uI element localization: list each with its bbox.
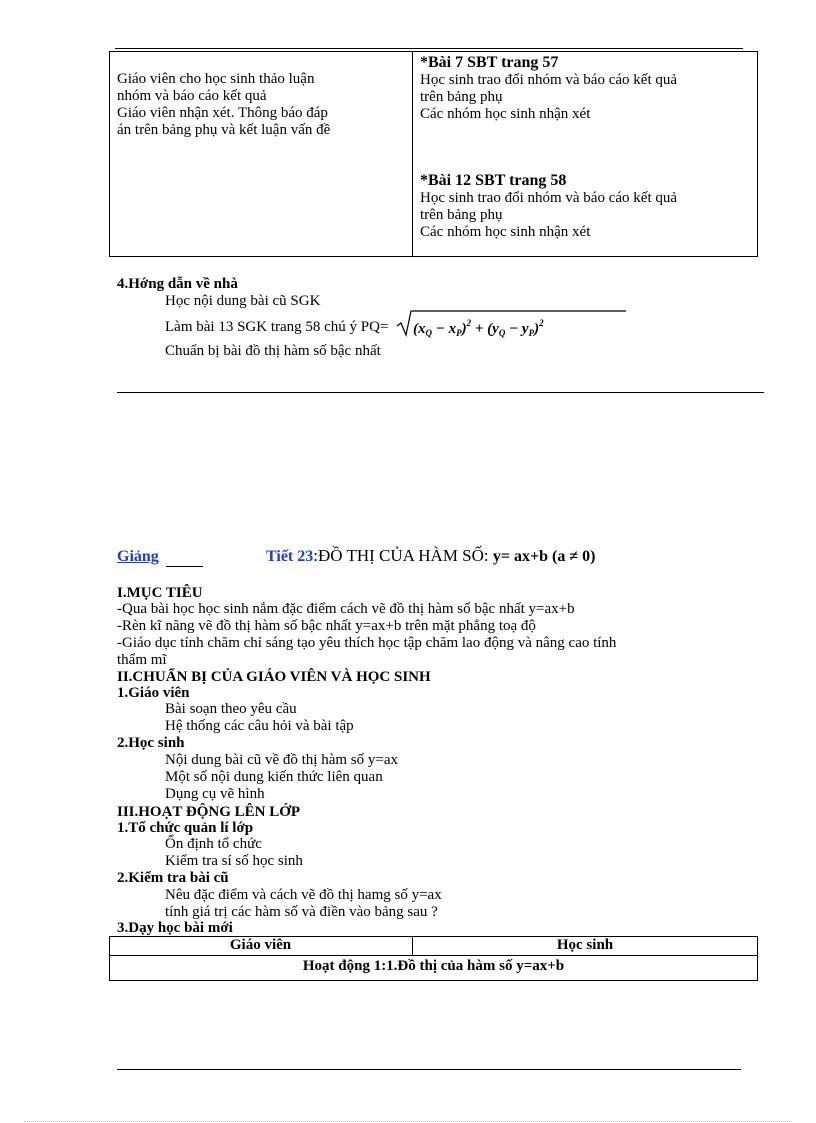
homework-heading: 4.Hớng dẫn về nhà — [117, 276, 238, 292]
list-item: Nội dung bài cũ về đồ thị hàm số y=ax — [165, 752, 399, 768]
student-line: trên bảng phụ — [420, 89, 503, 105]
homework-line: Học nội dung bài cũ SGK — [165, 293, 321, 309]
lesson-title-text: :ĐỒ THỊ CỦA HÀM SỐ: — [313, 546, 493, 565]
subsection-heading: 1.Giáo viên — [117, 685, 190, 701]
subsection-heading: 1.Tổ chức quản lí lớp — [117, 820, 254, 836]
var-x: x — [448, 321, 457, 337]
list-item: Bài soạn theo yêu cầu — [165, 701, 297, 717]
exercise-title: *Bài 12 SBT trang 58 — [420, 172, 567, 189]
lesson-table-row-rule — [109, 955, 758, 956]
section-rule — [117, 392, 764, 393]
formula-body — [413, 315, 544, 342]
paren: ) — [461, 321, 467, 337]
minus-sign: − — [435, 321, 445, 337]
var-y: y — [521, 321, 529, 337]
subsection-heading: 3.Dạy học bài mới — [117, 920, 233, 936]
activity-table-divider — [412, 51, 413, 257]
lesson-number: Tiết 23 — [266, 548, 314, 565]
lesson-title — [266, 547, 595, 565]
objective-line: -Rèn kĩ năng vẽ đồ thị hàm số bậc nhất y=ax+b trên mặt phẳng toạ độ — [117, 618, 536, 634]
column-header-teacher: Giáo viên — [229, 937, 292, 953]
giang-label: Giảng — [117, 548, 159, 565]
activity-row: Hoạt động 1:1.Đồ thị của hàm số y=ax+b — [302, 958, 565, 974]
section-heading: I.MỤC TIÊU — [117, 585, 203, 601]
minus-sign: − — [509, 321, 519, 337]
homework-line: Làm bài 13 SGK trang 58 chú ý PQ= — [165, 319, 389, 335]
student-line: Các nhóm học sinh nhận xét — [420, 106, 591, 122]
list-item: Dụng cụ vẽ hình — [165, 786, 265, 802]
footer-rule — [117, 1069, 741, 1070]
sub-p: P — [528, 328, 535, 338]
subsection-heading: 2.Học sinh — [117, 735, 185, 751]
teacher-line: án trên bảng phụ và kết luận vấn đề — [117, 122, 331, 138]
paren: ( — [487, 321, 493, 337]
section-heading: III.HOẠT ĐỘNG LÊN LỚP — [117, 804, 301, 820]
paren: ) — [534, 321, 540, 337]
student-line: trên bảng phụ — [420, 207, 503, 223]
list-item: Một số nội dung kiến thức liên quan — [165, 769, 383, 785]
objective-line: -Qua bài học học sinh nắm đặc điểm cách vẽ đồ thị hàm số bậc nhất y=ax+b — [117, 601, 575, 617]
lesson-title-equation: y= ax+b (a ≠ 0) — [492, 548, 596, 565]
student-line: Học sinh trao đổi nhóm và báo cáo kết quả — [420, 190, 678, 206]
giang-rule — [166, 566, 203, 567]
var-x: x — [418, 321, 426, 337]
column-header-student: Học sinh — [556, 937, 614, 953]
teacher-line: Giáo viên nhận xét. Thông báo đáp — [117, 105, 328, 121]
objective-line: thẩm mĩ — [117, 652, 167, 668]
paren: ( — [413, 321, 418, 337]
list-item: Hệ thống các câu hỏi và bài tập — [165, 718, 354, 734]
section-heading: II.CHUẨN BỊ CỦA GIÁO VIÊN VÀ HỌC SINH — [117, 669, 431, 685]
list-item: tính giá trị các hàm số và điền vào bảng sau ? — [165, 904, 438, 920]
list-item: Kiểm tra sí số học sinh — [165, 853, 303, 869]
sub-q: Q — [498, 328, 506, 338]
exercise-title: *Bài 7 SBT trang 57 — [420, 54, 559, 71]
student-line: Học sinh trao đổi nhóm và báo cáo kết quả — [420, 72, 678, 88]
teacher-line: nhóm và báo cáo kết quả — [117, 88, 267, 104]
student-line: Các nhóm học sinh nhận xét — [420, 224, 591, 240]
var-y: y — [492, 321, 499, 337]
sub-p: P — [456, 328, 462, 338]
subsection-heading: 2.Kiểm tra bài cũ — [117, 870, 229, 886]
homework-line: Chuẩn bị bài đồ thị hàm số bậc nhất — [165, 343, 381, 359]
teacher-line: Giáo viên cho học sinh thảo luận — [117, 71, 315, 87]
top-rule — [115, 48, 743, 49]
exponent: 2 — [466, 318, 472, 328]
exponent: 2 — [539, 318, 544, 328]
page-edge — [24, 1121, 792, 1122]
sub-q: Q — [425, 328, 432, 338]
list-item: Ổn định tổ chức — [165, 836, 262, 852]
plus-sign: + — [474, 321, 484, 337]
list-item: Nêu đặc điểm và cách vẽ đồ thị hamg số y=ax — [165, 887, 442, 903]
objective-line: -Giáo dục tính chăm chỉ sáng tạo yêu thích học tập chăm lao động và nâng cao tính — [117, 635, 617, 651]
